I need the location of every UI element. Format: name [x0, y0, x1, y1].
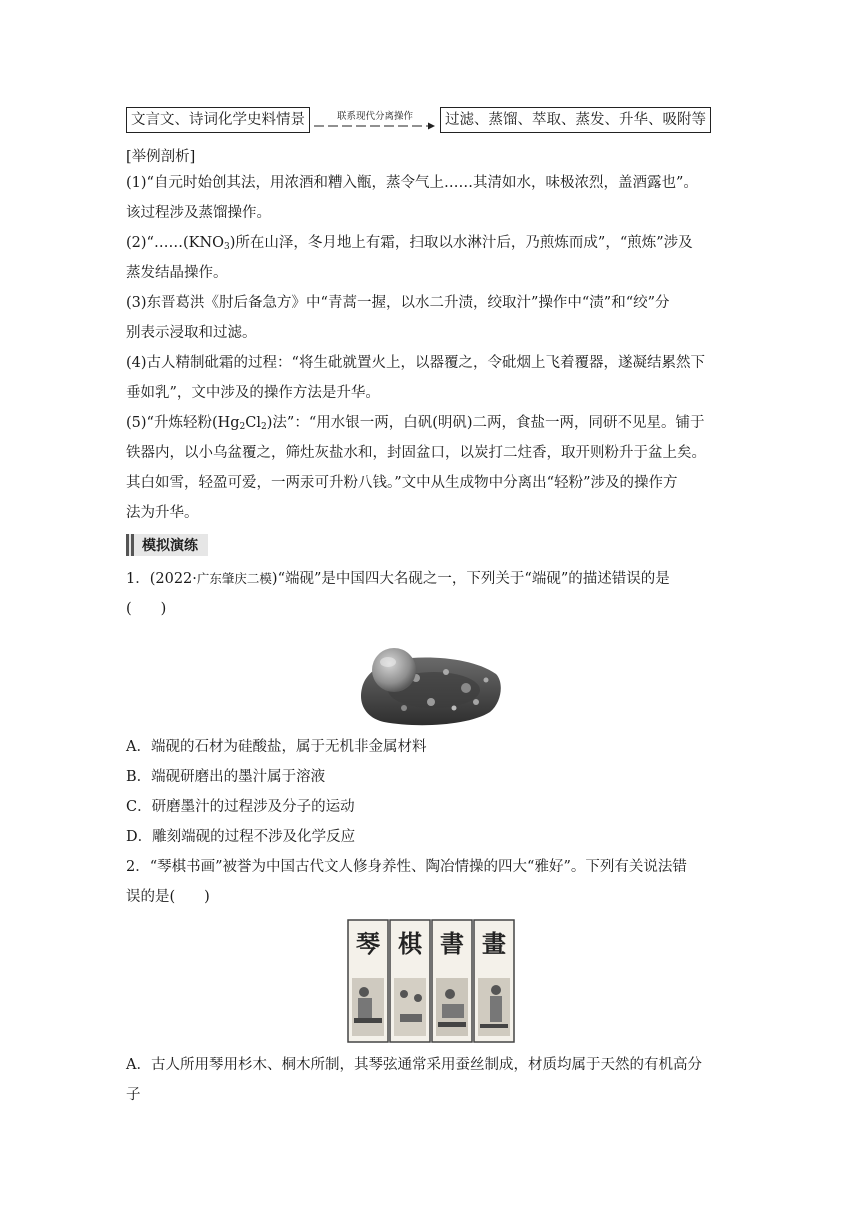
example-item-5: (5)“升炼轻粉$(Hg_2Cl_2)$法”：“用水银一两，白矾(明矾)二两，食盐一两，同研不见星。铺于 铁器内，以小乌盆覆之，筛灶灰盐水和，封固盆口，以炭打二炷香，取开则粉升于盆上矣。 其白如雪，轻盈可爱，一两汞可升粉八钱。”文中从生成物中分离出“轻粉”涉及的操作方 法为升华。 — [126, 415, 706, 521]
flow-arrow-label: 联系现代分离操作 — [336, 111, 413, 122]
q1-option-b: B．端砚研磨出的墨汁属于溶液 — [126, 769, 326, 785]
section-title: 模拟演练 — [142, 538, 198, 554]
panel-shu — [432, 920, 472, 1042]
section-bars-icon — [126, 534, 136, 556]
panel-qi — [390, 920, 430, 1042]
q1-option-a: A．端砚的石材为硅酸盐，属于无机非金属材料 — [126, 739, 427, 755]
example-item-3: (3)东晋葛洪《肘后备急方》中“青蒿一握，以水二升渍，绞取汁”操作中“渍”和“绞”分 别表示浸取和过滤。 — [126, 295, 670, 341]
section-heading — [126, 534, 208, 556]
svg-text:書: 書 — [440, 929, 464, 958]
flow-diagram — [126, 104, 736, 136]
svg-text:棋: 棋 — [398, 929, 422, 958]
flow-arrow — [314, 104, 436, 136]
qin-qi-shu-hua-image — [126, 918, 736, 1046]
q1-option-d: D．雕刻端砚的过程不涉及化学反应 — [126, 829, 356, 845]
example-heading: [举例剖析] — [126, 149, 196, 165]
flow-left-box: 文言文、诗词化学史料情景 — [126, 107, 310, 133]
example-item-1: (1)“自元时始创其法，用浓酒和糟入甑，蒸令气上……其清如水，味极浓烈，盖酒露也”。 该过程涉及蒸馏操作。 — [126, 175, 698, 221]
question-2-stem: 2．“琴棋书画”被誉为中国古代文人修身养性、陶冶情操的四大“雅好”。下列有关说法错 误的是( ) — [126, 859, 687, 905]
document-page — [126, 104, 736, 1110]
example-item-2: $(2)“\dots\dots(KNO_3)$所在山泽，冬月地上有霜，扫取以水淋汁后，乃煎炼而成”，“煎炼”涉及 蒸发结晶操作。 — [126, 235, 693, 281]
q2-option-a: A．古人所用琴用杉木、桐木所制，其琴弦通常采用蚕丝制成，材质均属于天然的有机高分 子 — [126, 1057, 702, 1103]
panel-qin — [348, 920, 388, 1042]
q1-option-c: C．研磨墨汁的过程涉及分子的运动 — [126, 799, 355, 815]
flow-right-box: 过滤、蒸馏、萃取、蒸发、升华、吸附等 — [440, 107, 711, 133]
svg-text:畫: 畫 — [482, 929, 506, 958]
inkstone-image — [126, 630, 736, 730]
panel-hua — [474, 920, 514, 1042]
question-1-stem: 1．(2022·广东肇庆二模)“端砚”是中国四大名砚之一，下列关于“端砚”的描述错误的是 ( ) — [126, 571, 670, 617]
arrow-right-icon — [314, 122, 436, 130]
svg-text:琴: 琴 — [356, 929, 380, 958]
example-item-4: (4)古人精制砒霜的过程：“将生砒就置火上，以器覆之，令砒烟上飞着覆器，遂凝结累然下 垂如乳”，文中涉及的操作方法是升华。 — [126, 355, 705, 401]
